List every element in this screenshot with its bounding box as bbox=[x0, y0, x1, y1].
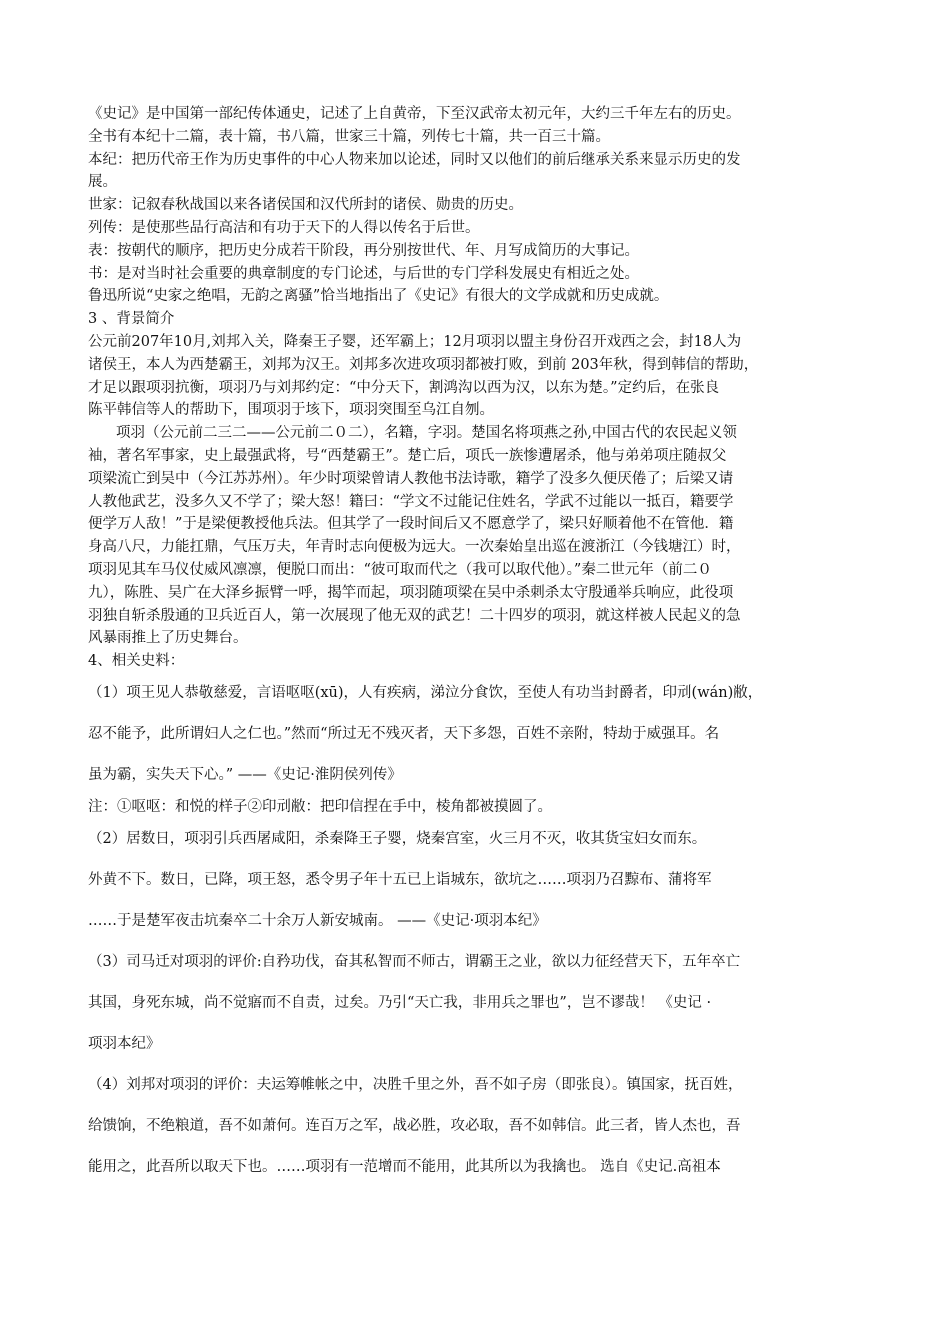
text-line: 人教他武艺，没多久又不学了；梁大怒！籍曰：“学文不过能记住姓名，学武不过能以一抵百，籍要学 bbox=[88, 493, 734, 510]
text-line: 表：按朝代的顺序，把历史分成若干阶段，再分别按世代、年、月写成简历的大事记。 bbox=[88, 242, 639, 259]
source-excerpt-line: 能用之，此吾所以取天下也。……项羽有一范增而不能用，此其所以为我擒也。 选自《史记.高祖本 bbox=[88, 1158, 721, 1175]
text-line: 3 、背景简介 bbox=[88, 311, 175, 328]
text-line: 本纪：把历代帝王作为历史事件的中心人物来加以论述，同时又以他们的前后继承关系来显示历史的发 bbox=[88, 151, 741, 168]
text-line: 陈平韩信等人的帮助下，围项羽于垓下，项羽突围至乌江自刎。 bbox=[88, 402, 494, 419]
text-line: 全书有本纪十二篇，表十篇，书八篇，世家三十篇，列传七十篇，共一百三十篇。 bbox=[88, 128, 610, 145]
text-line: 《史记》是中国第一部纪传体通史，记述了上自黄帝，下至汉武帝太初元年，大约三千年左右的历史。 bbox=[88, 106, 741, 122]
source-excerpt-line: 忍不能予，此所谓妇人之仁也。”然而“所过无不残灭者，天下多怨，百姓不亲附，特劫于威强耳。名 bbox=[88, 725, 720, 742]
source-excerpt-line: 项羽本纪》 bbox=[88, 1035, 161, 1052]
text-line: 项梁流亡到吴中（今江苏苏州）。年少时项梁曾请人教他书法诗歌，籍学了没多久便厌倦了；后梁又请 bbox=[88, 470, 734, 487]
document-page bbox=[88, 103, 872, 1188]
source-excerpt-line: （2）居数日，项羽引兵西屠咸阳，杀秦降王子婴，烧秦宫室，火三月不灭，收其货宝妇女而东。 bbox=[88, 830, 707, 847]
source-excerpt-line: （3）司马迁对项羽的评价:自矜功伐，奋其私智而不师古，谓霸王之业，欲以力征经营天下，五年卒亡 bbox=[88, 953, 741, 970]
source-excerpt-line: （4）刘邦对项羽的评价：夫运筹帷帐之中，决胜千里之外，吾不如子房（即张良）。镇国家，抚百姓， bbox=[88, 1076, 743, 1093]
text-line: 展。 bbox=[88, 174, 117, 191]
source-excerpt-line: ……于是楚军夜击坑秦卒二十余万人新安城南。 ——《史记·项羽本纪》 bbox=[88, 912, 547, 929]
source-excerpt-line: 外黄不下。数日，已降，项王怒，悉令男子年十五已上诣城东，欲坑之……项羽乃召黥布、蒲将军 bbox=[88, 871, 712, 888]
text-line: 羽独自斩杀殷通的卫兵近百人，第一次展现了他无双的武艺！二十四岁的项羽，就这样被人民起义的急 bbox=[88, 607, 741, 624]
text-line: 九），陈胜、吴广在大泽乡振臂一呼，揭竿而起，项羽随项梁在吴中杀刺杀太守殷通举兵响应，此役项 bbox=[88, 584, 734, 601]
text-line: 书：是对当时社会重要的典章制度的专门论述，与后世的专门学科发展史有相近之处。 bbox=[88, 265, 639, 282]
text-line: 袖，著名军事家，史上最强武将，号“西楚霸王”。楚亡后，项氏一族惨遭屠杀，他与弟弟项庄随叔父 bbox=[88, 447, 727, 464]
source-excerpt-line: （1）项王见人恭敬慈爱，言语呕呕(xū)，人有疾病，涕泣分食饮，至使人有功当封爵者，印刓(wán)敝， bbox=[88, 684, 763, 701]
text-line: 鲁迅所说“史家之绝唱，无韵之离骚”恰当地指出了《史记》有很大的文学成就和历史成就。 bbox=[88, 288, 669, 305]
text-line: 世家：记叙春秋战国以来各诸侯国和汉代所封的诸侯、勋贵的历史。 bbox=[88, 197, 523, 214]
text-line: 公元前207年10月,刘邦入关，降秦王子婴，还军霸上；12月项羽以盟主身份召开戏西之会，封18人为 bbox=[88, 333, 742, 350]
source-excerpt-line: 其国，身死东城，尚不觉寤而不自责，过矣。乃引“天亡我，非用兵之罪也”，岂不谬哉！ 《史记 · bbox=[88, 994, 712, 1011]
text-line: 注：①呕呕：和悦的样子②印刓敝：把印信捏在手中，棱角都被摸圆了。 bbox=[88, 798, 552, 815]
text-line: 便学万人敌！”于是梁便教授他兵法。但其学了一段时间后又不愿意学了，梁只好顺着他不在管他．籍 bbox=[88, 516, 734, 533]
text-line: 身高八尺，力能扛鼎，气压万夫，年青时志向便极为远大。一次秦始皇出巡在渡浙江（今钱塘江）时， bbox=[88, 539, 741, 556]
text-line: 风暴雨推上了历史舞台。 bbox=[88, 630, 248, 647]
text-line: 项羽见其车马仪仗威风凛凛，便脱口而出：“彼可取而代之（我可以取代他）。”秦二世元年（前二０ bbox=[88, 561, 712, 578]
source-excerpt-line: 给馈饷，不绝粮道，吾不如萧何。连百万之军，战必胜，攻必取，吾不如韩信。此三者，皆人杰也，吾 bbox=[88, 1117, 741, 1134]
text-line: 4、相关史料： bbox=[88, 653, 185, 670]
text-line: 诸侯王，本人为西楚霸王，刘邦为汉王。刘邦多次进攻项羽都被打败，到前 203年秋，得到韩信的帮助， bbox=[88, 356, 759, 373]
text-line: 列传：是使那些品行高洁和有功于天下的人得以传名于后世。 bbox=[88, 219, 480, 236]
text-line: 项羽（公元前二三二——公元前二０二），名籍，字羽。楚国名将项燕之孙,中国古代的农民起义领 bbox=[116, 425, 737, 442]
source-excerpt-line: 虽为霸，实失天下心。” ——《史记·淮阴侯列传》 bbox=[88, 766, 402, 783]
text-line: 才足以跟项羽抗衡，项羽乃与刘邦约定：“中分天下，割鸿沟以西为汉，以东为楚。”定约后，在张良 bbox=[88, 379, 720, 396]
